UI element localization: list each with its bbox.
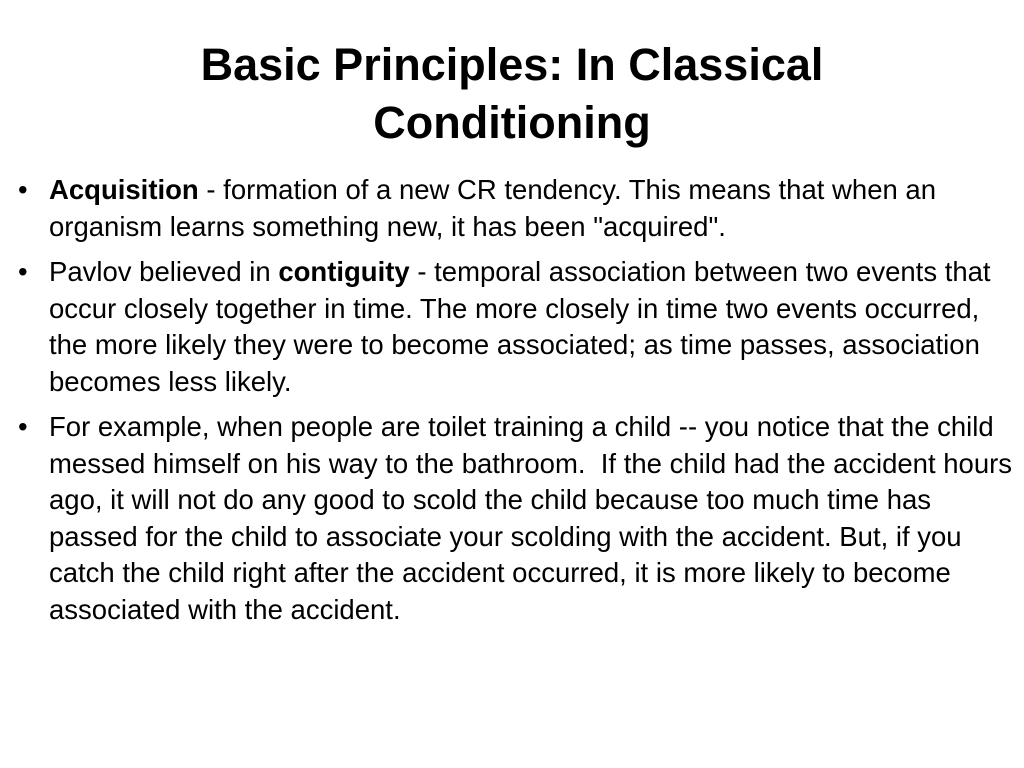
bullet-dot-icon: • [18, 411, 28, 442]
slide-title [0, 36, 1024, 152]
bullet-example-text: For example, when people are toilet training a child -- you notice that the child messed himself on his way to the bathroom. If the child had the accident hours ago, it will not do any good to scold the child because too much time has passed for the child to associate your scolding with the accident. But, if you catch the child right after the accident occurred, it is more likely to become associated with the accident. [49, 411, 1020, 625]
bullet-list [18, 172, 1020, 637]
bullet-contiguity-prefix: Pavlov believed in [49, 256, 279, 287]
bullet-example [18, 409, 1020, 628]
term-acquisition: Acquisition [49, 174, 199, 205]
bullet-contiguity [18, 254, 1014, 400]
bullet-dot-icon: • [18, 174, 28, 205]
bullet-acquisition-text: - formation of a new CR tendency. This means that when an organism learns something new, it has been "acquired". [49, 174, 937, 242]
slide-title-line-2: Conditioning [373, 97, 651, 148]
term-contiguity: contiguity [278, 256, 410, 287]
bullet-dot-icon: • [18, 256, 28, 287]
bullet-acquisition [18, 172, 1014, 245]
slide-title-line-1: Basic Principles: In Classical [200, 39, 824, 90]
bullet-contiguity-text: - temporal association between two events that occur closely together in time. The more closely in time two events occurred, the more likely they were to become associated; as time passes, association becomes less likely. [49, 256, 991, 397]
